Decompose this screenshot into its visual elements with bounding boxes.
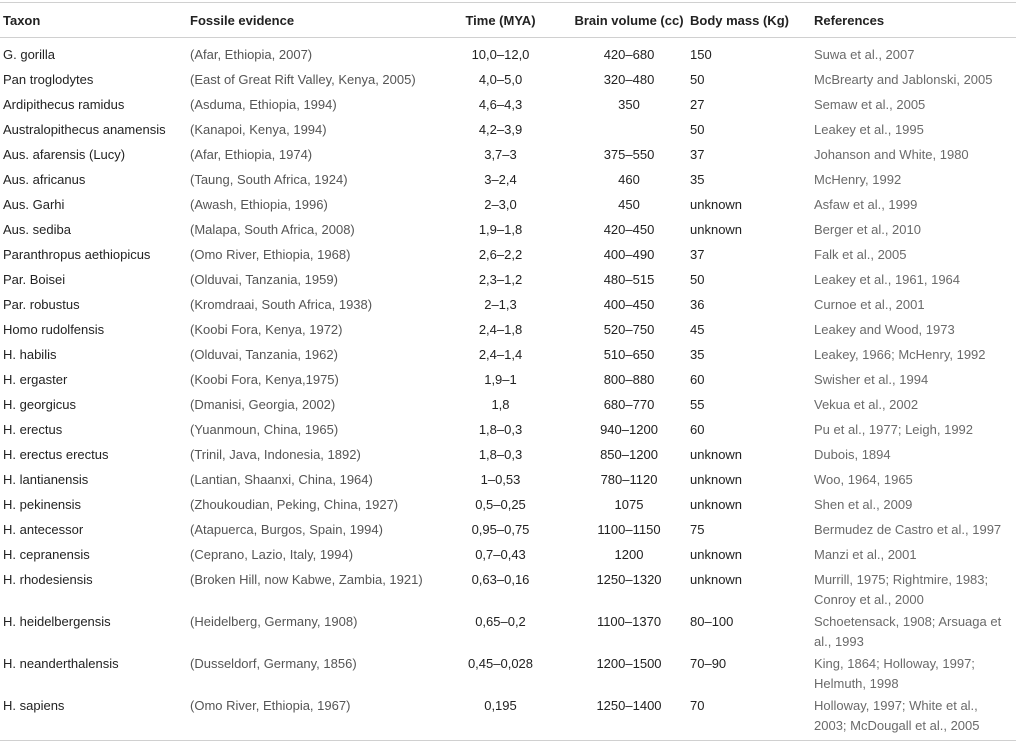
cell-fossil: (Dusseldorf, Germany, 1856) bbox=[190, 656, 357, 671]
cell-time: 1,8 bbox=[491, 397, 510, 412]
cell-time: 0,195 bbox=[427, 694, 574, 741]
cell-refs: Schoetensack, 1908; Arsuaga et al., 1993 bbox=[814, 614, 1002, 649]
cell-taxon: Homo rudolfensis bbox=[3, 322, 105, 337]
cell-fossil: (Broken Hill, now Kabwe, Zambia, 1921) bbox=[190, 572, 423, 587]
cell-mass: 37 bbox=[690, 147, 705, 162]
cell-taxon: Par. robustus bbox=[3, 297, 80, 312]
cell-taxon: H. cepranensis bbox=[3, 547, 90, 562]
header-time: Time (MYA) bbox=[427, 3, 574, 38]
cell-taxon: Aus. africanus bbox=[3, 172, 86, 187]
cell-taxon: Aus. afarensis (Lucy) bbox=[3, 147, 126, 162]
cell-refs: Manzi et al., 2001 bbox=[814, 547, 917, 562]
cell-time: 10,0–12,0 bbox=[471, 47, 530, 62]
cell-time: 4,2–3,9 bbox=[478, 122, 523, 137]
cell-taxon: H. heidelbergensis bbox=[3, 614, 111, 629]
cell-refs: Asfaw et al., 1999 bbox=[814, 197, 918, 212]
cell-time: 2–1,3 bbox=[484, 297, 517, 312]
cell-fossil: (Koobi Fora, Kenya,1975) bbox=[190, 372, 339, 387]
table-row bbox=[0, 568, 1016, 610]
cell-brain: 480–515 bbox=[603, 272, 655, 287]
cell-refs: King, 1864; Holloway, 1997; Helmuth, 1998 bbox=[814, 656, 975, 691]
cell-mass: 35 bbox=[690, 347, 705, 362]
cell-refs: Swisher et al., 1994 bbox=[814, 372, 929, 387]
cell-time: 1,9–1,8 bbox=[478, 222, 523, 237]
cell-fossil: (Lantian, Shaanxi, China, 1964) bbox=[190, 472, 373, 487]
cell-brain: 400–450 bbox=[603, 297, 655, 312]
table-header bbox=[0, 3, 1016, 38]
cell-taxon: Aus. Garhi bbox=[3, 197, 65, 212]
cell-brain: 520–750 bbox=[603, 322, 655, 337]
cell-refs: Shen et al., 2009 bbox=[814, 497, 913, 512]
header-fossil: Fossile evidence bbox=[187, 3, 427, 38]
table-row bbox=[0, 393, 1016, 418]
cell-mass: 70–90 bbox=[690, 656, 727, 671]
hominin-table bbox=[0, 2, 1016, 741]
cell-fossil: (Omo River, Ethiopia, 1968) bbox=[190, 247, 351, 262]
cell-brain: 940–1200 bbox=[600, 422, 658, 437]
cell-brain: 800–880 bbox=[603, 372, 655, 387]
cell-mass: 27 bbox=[690, 97, 705, 112]
cell-refs: Murrill, 1975; Rightmire, 1983; Conroy et al., 2000 bbox=[814, 572, 989, 607]
cell-taxon: Par. Boisei bbox=[3, 272, 66, 287]
cell-fossil: (Kanapoi, Kenya, 1994) bbox=[190, 122, 327, 137]
cell-taxon: H. antecessor bbox=[3, 522, 84, 537]
cell-taxon: H. ergaster bbox=[3, 372, 68, 387]
cell-refs: Falk et al., 2005 bbox=[814, 247, 907, 262]
cell-taxon: Aus. sediba bbox=[3, 222, 71, 237]
cell-brain: 1200 bbox=[614, 547, 644, 562]
table-row bbox=[0, 168, 1016, 193]
table-row bbox=[0, 610, 1016, 652]
header-brain: Brain volume (cc) bbox=[574, 3, 684, 38]
cell-refs: Leakey and Wood, 1973 bbox=[814, 322, 955, 337]
cell-refs: Johanson and White, 1980 bbox=[814, 147, 969, 162]
cell-brain: 1075 bbox=[614, 497, 644, 512]
cell-taxon: Ardipithecus ramidus bbox=[3, 97, 125, 112]
cell-time: 2,4–1,8 bbox=[478, 322, 523, 337]
cell-refs: Vekua et al., 2002 bbox=[814, 397, 919, 412]
cell-taxon: H. lantianensis bbox=[3, 472, 89, 487]
cell-mass: 55 bbox=[690, 397, 705, 412]
header-mass: Body mass (Kg) bbox=[684, 3, 811, 38]
cell-refs: Leakey et al., 1995 bbox=[814, 122, 924, 137]
cell-mass: unknown bbox=[690, 472, 743, 487]
table-row bbox=[0, 93, 1016, 118]
cell-brain: 1200–1500 bbox=[596, 656, 662, 671]
cell-refs: Bermudez de Castro et al., 1997 bbox=[814, 522, 1002, 537]
cell-brain: 850–1200 bbox=[600, 447, 658, 462]
cell-brain: 1250–1320 bbox=[596, 572, 662, 587]
cell-mass: unknown bbox=[690, 197, 743, 212]
cell-mass: 70 bbox=[684, 694, 811, 741]
cell-taxon: Australopithecus anamensis bbox=[3, 122, 166, 137]
cell-brain: 780–1120 bbox=[600, 472, 658, 487]
cell-taxon: H. georgicus bbox=[3, 397, 76, 412]
cell-time: 2–3,0 bbox=[484, 197, 517, 212]
cell-time: 3–2,4 bbox=[484, 172, 517, 187]
cell-refs: Dubois, 1894 bbox=[814, 447, 891, 462]
cell-time: 4,0–5,0 bbox=[478, 72, 523, 87]
cell-mass: 75 bbox=[690, 522, 705, 537]
cell-brain: 400–490 bbox=[603, 247, 655, 262]
cell-refs: Semaw et al., 2005 bbox=[814, 97, 926, 112]
cell-time: 0,65–0,2 bbox=[475, 614, 526, 629]
table-row bbox=[0, 318, 1016, 343]
cell-brain: 320–480 bbox=[603, 72, 655, 87]
cell-brain: 510–650 bbox=[603, 347, 655, 362]
cell-mass: 36 bbox=[690, 297, 705, 312]
cell-refs: McHenry, 1992 bbox=[814, 172, 902, 187]
cell-mass: 45 bbox=[690, 322, 705, 337]
cell-fossil: (Atapuerca, Burgos, Spain, 1994) bbox=[190, 522, 383, 537]
cell-fossil: (Olduvai, Tanzania, 1959) bbox=[190, 272, 338, 287]
cell-time: 2,4–1,4 bbox=[478, 347, 523, 362]
cell-fossil: (Zhoukoudian, Peking, China, 1927) bbox=[190, 497, 399, 512]
table-row bbox=[0, 243, 1016, 268]
cell-fossil: (Taung, South Africa, 1924) bbox=[190, 172, 348, 187]
cell-mass: 35 bbox=[690, 172, 705, 187]
cell-time: 4,6–4,3 bbox=[478, 97, 523, 112]
cell-mass: 150 bbox=[690, 47, 712, 62]
cell-time: 0,63–0,16 bbox=[471, 572, 530, 587]
cell-time: 3,7–3 bbox=[484, 147, 517, 162]
cell-taxon: H. sapiens bbox=[0, 694, 187, 741]
table-row bbox=[0, 443, 1016, 468]
cell-brain: 420–680 bbox=[603, 47, 655, 62]
table-row bbox=[0, 268, 1016, 293]
table-row bbox=[0, 118, 1016, 143]
cell-time: 1–0,53 bbox=[480, 472, 521, 487]
header-row bbox=[0, 3, 1016, 38]
cell-fossil: (Koobi Fora, Kenya, 1972) bbox=[190, 322, 343, 337]
cell-time: 1,8–0,3 bbox=[478, 447, 523, 462]
cell-brain: 350 bbox=[618, 97, 640, 112]
cell-brain: 1250–1400 bbox=[574, 694, 684, 741]
cell-fossil: (Dmanisi, Georgia, 2002) bbox=[190, 397, 336, 412]
cell-mass: 80–100 bbox=[690, 614, 734, 629]
table-row bbox=[0, 68, 1016, 93]
cell-refs: Leakey, 1966; McHenry, 1992 bbox=[814, 347, 986, 362]
cell-brain: 1100–1150 bbox=[597, 522, 661, 537]
cell-refs: Berger et al., 2010 bbox=[814, 222, 921, 237]
cell-mass: unknown bbox=[690, 572, 743, 587]
cell-time: 0,7–0,43 bbox=[475, 547, 526, 562]
table-row bbox=[0, 293, 1016, 318]
cell-mass: unknown bbox=[690, 222, 743, 237]
cell-refs: Curnoe et al., 2001 bbox=[814, 297, 925, 312]
cell-time: 0,45–0,028 bbox=[467, 656, 534, 671]
cell-time: 2,6–2,2 bbox=[478, 247, 523, 262]
table-row bbox=[0, 418, 1016, 443]
cell-refs: Leakey et al., 1961, 1964 bbox=[814, 272, 961, 287]
cell-fossil: (East of Great Rift Valley, Kenya, 2005) bbox=[190, 72, 416, 87]
table-row bbox=[0, 493, 1016, 518]
cell-refs: Woo, 1964, 1965 bbox=[814, 472, 913, 487]
cell-mass: unknown bbox=[690, 497, 743, 512]
table-row bbox=[0, 343, 1016, 368]
cell-fossil: (Olduvai, Tanzania, 1962) bbox=[190, 347, 338, 362]
cell-mass: 60 bbox=[690, 372, 705, 387]
table-row bbox=[0, 694, 1016, 741]
cell-fossil: (Afar, Ethiopia, 1974) bbox=[190, 147, 313, 162]
table-row bbox=[0, 38, 1016, 69]
cell-brain: 375–550 bbox=[603, 147, 655, 162]
cell-brain: 450 bbox=[618, 197, 640, 212]
cell-refs: Holloway, 1997; White et al., 2003; McDougall et al., 2005 bbox=[811, 694, 1016, 741]
cell-mass: 50 bbox=[690, 272, 705, 287]
cell-fossil: (Trinil, Java, Indonesia, 1892) bbox=[190, 447, 361, 462]
cell-time: 0,5–0,25 bbox=[475, 497, 526, 512]
cell-brain: 460 bbox=[618, 172, 640, 187]
cell-fossil: (Malapa, South Africa, 2008) bbox=[190, 222, 355, 237]
cell-refs: McBrearty and Jablonski, 2005 bbox=[814, 72, 993, 87]
cell-fossil: (Asduma, Ethiopia, 1994) bbox=[190, 97, 337, 112]
cell-brain: 420–450 bbox=[603, 222, 655, 237]
cell-taxon: H. erectus erectus bbox=[3, 447, 109, 462]
cell-mass: unknown bbox=[690, 547, 743, 562]
table-row bbox=[0, 193, 1016, 218]
cell-time: 2,3–1,2 bbox=[478, 272, 523, 287]
cell-brain bbox=[574, 118, 684, 143]
cell-fossil: (Ceprano, Lazio, Italy, 1994) bbox=[190, 547, 354, 562]
cell-fossil: (Afar, Ethiopia, 2007) bbox=[190, 47, 313, 62]
cell-taxon: H. rhodesiensis bbox=[3, 572, 93, 587]
cell-taxon: Paranthropus aethiopicus bbox=[3, 247, 151, 262]
cell-refs: Suwa et al., 2007 bbox=[814, 47, 915, 62]
cell-mass: 50 bbox=[690, 122, 705, 137]
table-row bbox=[0, 543, 1016, 568]
cell-fossil: (Heidelberg, Germany, 1908) bbox=[190, 614, 358, 629]
cell-time: 0,95–0,75 bbox=[471, 522, 530, 537]
table-row bbox=[0, 518, 1016, 543]
table-row bbox=[0, 143, 1016, 168]
cell-taxon: G. gorilla bbox=[3, 47, 56, 62]
cell-mass: 50 bbox=[690, 72, 705, 87]
cell-fossil: (Yuanmoun, China, 1965) bbox=[190, 422, 339, 437]
cell-refs: Pu et al., 1977; Leigh, 1992 bbox=[814, 422, 974, 437]
cell-taxon: H. habilis bbox=[3, 347, 57, 362]
table-row bbox=[0, 468, 1016, 493]
table-row bbox=[0, 218, 1016, 243]
cell-taxon: H. erectus bbox=[3, 422, 63, 437]
cell-mass: 37 bbox=[690, 247, 705, 262]
cell-taxon: H. neanderthalensis bbox=[3, 656, 119, 671]
cell-brain: 1100–1370 bbox=[596, 614, 662, 629]
cell-time: 1,8–0,3 bbox=[478, 422, 523, 437]
cell-mass: unknown bbox=[690, 447, 743, 462]
cell-taxon: Pan troglodytes bbox=[3, 72, 94, 87]
table-row bbox=[0, 368, 1016, 393]
cell-taxon: H. pekinensis bbox=[3, 497, 82, 512]
header-refs: References bbox=[811, 3, 1016, 38]
table-row bbox=[0, 652, 1016, 694]
cell-fossil: (Awash, Ethiopia, 1996) bbox=[190, 197, 328, 212]
cell-time: 1,9–1 bbox=[484, 372, 517, 387]
cell-fossil: (Kromdraai, South Africa, 1938) bbox=[190, 297, 373, 312]
cell-mass: 60 bbox=[690, 422, 705, 437]
cell-brain: 680–770 bbox=[603, 397, 655, 412]
cell-fossil: (Omo River, Ethiopia, 1967) bbox=[187, 694, 427, 741]
table-body bbox=[0, 38, 1016, 741]
header-taxon: Taxon bbox=[0, 3, 187, 38]
